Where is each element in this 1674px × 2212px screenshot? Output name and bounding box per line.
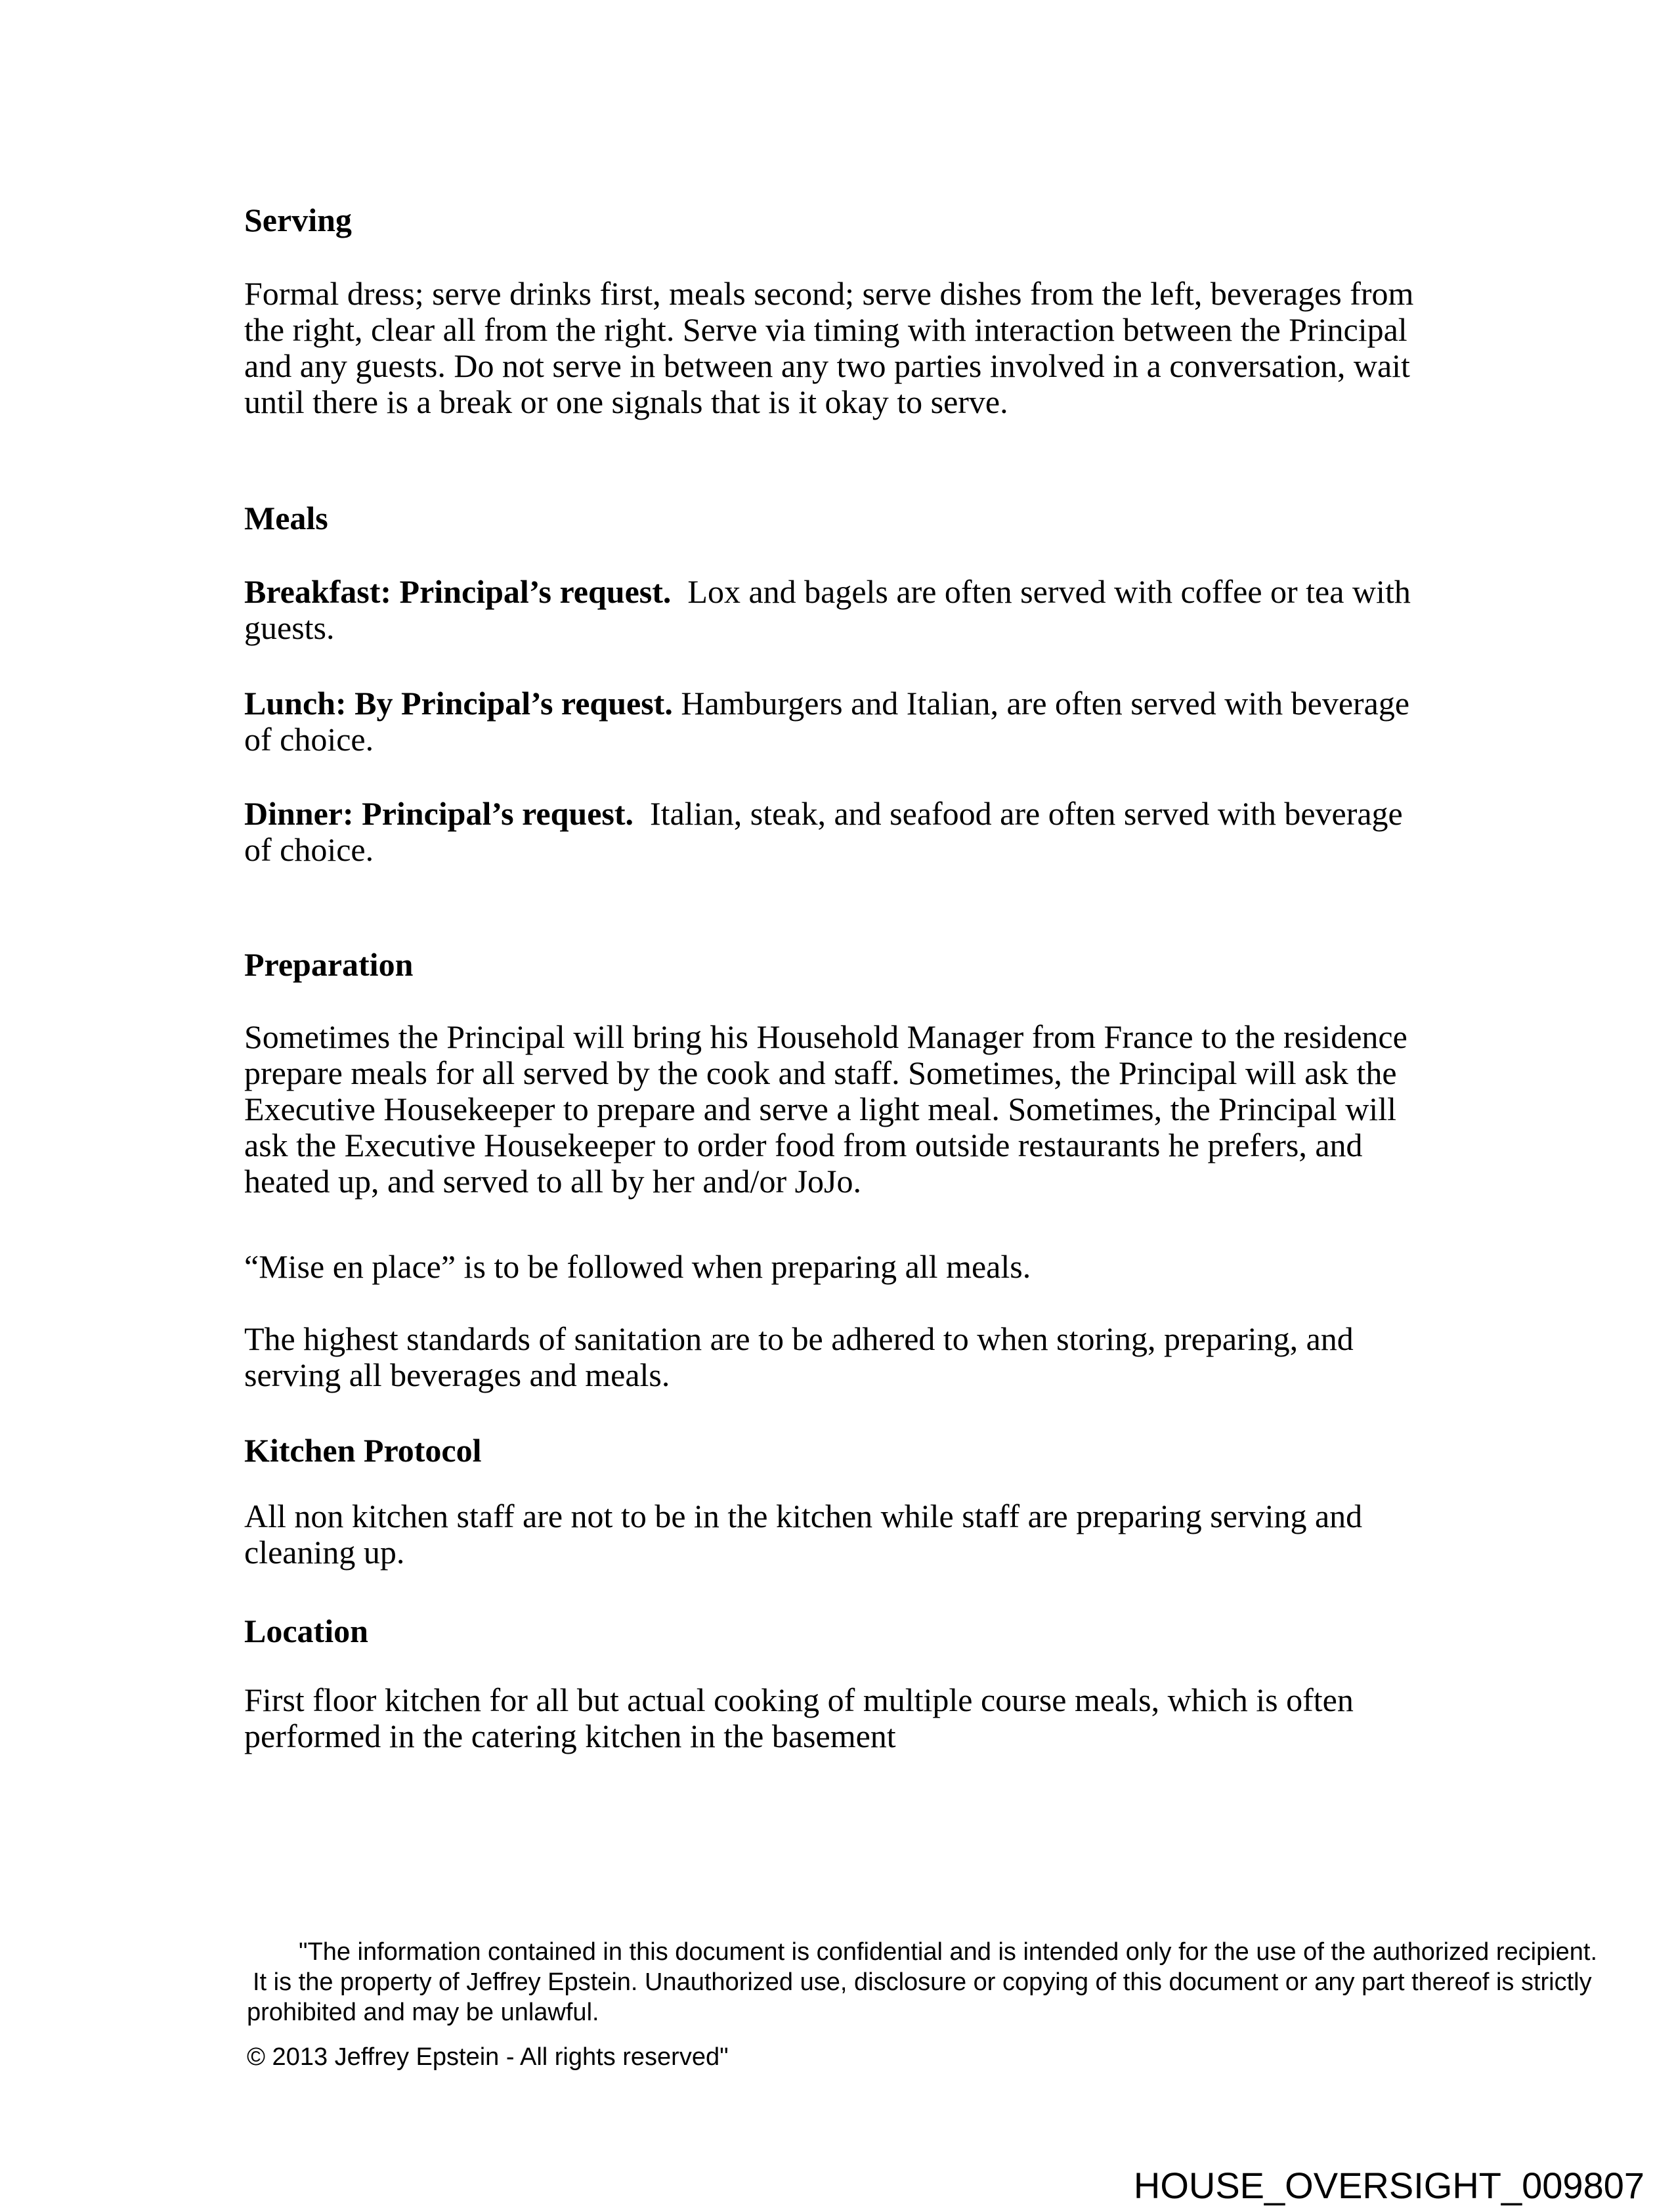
breakfast-lead-in: Breakfast: Principal’s request. <box>244 573 672 610</box>
mise-en-place-paragraph <box>244 1249 1608 1285</box>
confidentiality-line: prohibited and may be unlawful. <box>247 1999 599 2026</box>
location-paragraph <box>244 1682 1608 1754</box>
dinner-lead-in: Dinner: Principal’s request. <box>244 795 634 832</box>
paragraph-line: All non kitchen staff are not to be in the kitchen while staff are preparing serving and <box>244 1498 1363 1534</box>
section-heading-preparation: Preparation <box>244 946 414 983</box>
paragraph-line: The highest standards of sanitation are to be adhered to when storing, preparing, and <box>244 1320 1354 1357</box>
lunch-paragraph <box>244 685 1608 758</box>
dinner-paragraph <box>244 796 1608 868</box>
paragraph-line: Executive Housekeeper to prepare and serve a light meal. Sometimes, the Principal will <box>244 1091 1396 1127</box>
section-heading-location: Location <box>244 1613 368 1649</box>
sanitation-paragraph <box>244 1321 1608 1393</box>
paragraph-line: prepare meals for all served by the cook and staff. Sometimes, the Principal will ask the <box>244 1054 1397 1091</box>
paragraph-line: until there is a break or one signals that is it okay to serve. <box>244 383 1008 420</box>
bates-number: HOUSE_OVERSIGHT_009807 <box>1133 2165 1644 2206</box>
paragraph-line: of choice. <box>244 831 374 868</box>
paragraph-line <box>244 796 1608 832</box>
preparation-paragraph <box>244 1019 1608 1200</box>
breakfast-text: Lox and bagels are often served with coffee or tea with <box>671 573 1411 610</box>
paragraph-line: “Mise en place” is to be followed when preparing all meals. <box>244 1248 1031 1285</box>
breakfast-paragraph <box>244 574 1608 646</box>
confidentiality-line: "The information contained in this document is confidential and is intended only for the use of the authorized recipient. <box>299 1938 1598 1966</box>
lunch-lead-in: Lunch: By Principal’s request. <box>244 685 673 722</box>
paragraph-line <box>244 574 1608 610</box>
paragraph-line: guests. <box>244 609 335 646</box>
serving-paragraph <box>244 276 1608 420</box>
section-heading-kitchen-protocol: Kitchen Protocol <box>244 1432 482 1469</box>
paragraph-line: the right, clear all from the right. Serve via timing with interaction between the Principal <box>244 311 1407 348</box>
confidentiality-notice <box>247 1937 1608 2028</box>
paragraph-line: Formal dress; serve drinks first, meals second; serve dishes from the left, beverages from <box>244 275 1414 312</box>
paragraph-line: of choice. <box>244 721 374 758</box>
kitchen-protocol-paragraph <box>244 1498 1608 1571</box>
dinner-text: Italian, steak, and seafood are often served with beverage <box>633 795 1403 832</box>
section-heading-meals: Meals <box>244 500 328 536</box>
confidentiality-line: It is the property of Jeffrey Epstein. Unauthorized use, disclosure or copying of this document or any part thereof is strictly <box>253 1968 1592 1996</box>
paragraph-line: First floor kitchen for all but actual cooking of multiple course meals, which is often <box>244 1681 1354 1718</box>
document-body <box>244 0 1608 2072</box>
section-heading-serving: Serving <box>244 202 352 238</box>
paragraph-line: ask the Executive Housekeeper to order food from outside restaurants he prefers, and <box>244 1127 1363 1163</box>
copyright-notice: © 2013 Jeffrey Epstein - All rights reserved" <box>247 2043 729 2071</box>
paragraph-line: Sometimes the Principal will bring his Household Manager from France to the residence <box>244 1018 1407 1055</box>
paragraph-line: cleaning up. <box>244 1534 405 1571</box>
paragraph-line: heated up, and served to all by her and/or JoJo. <box>244 1163 862 1200</box>
lunch-text: Hamburgers and Italian, are often served with beverage <box>672 685 1410 722</box>
paragraph-line: and any guests. Do not serve in between any two parties involved in a conversation, wait <box>244 347 1410 384</box>
paragraph-line: serving all beverages and meals. <box>244 1356 670 1393</box>
paragraph-line <box>244 685 1608 722</box>
paragraph-line: performed in the catering kitchen in the basement <box>244 1718 896 1754</box>
